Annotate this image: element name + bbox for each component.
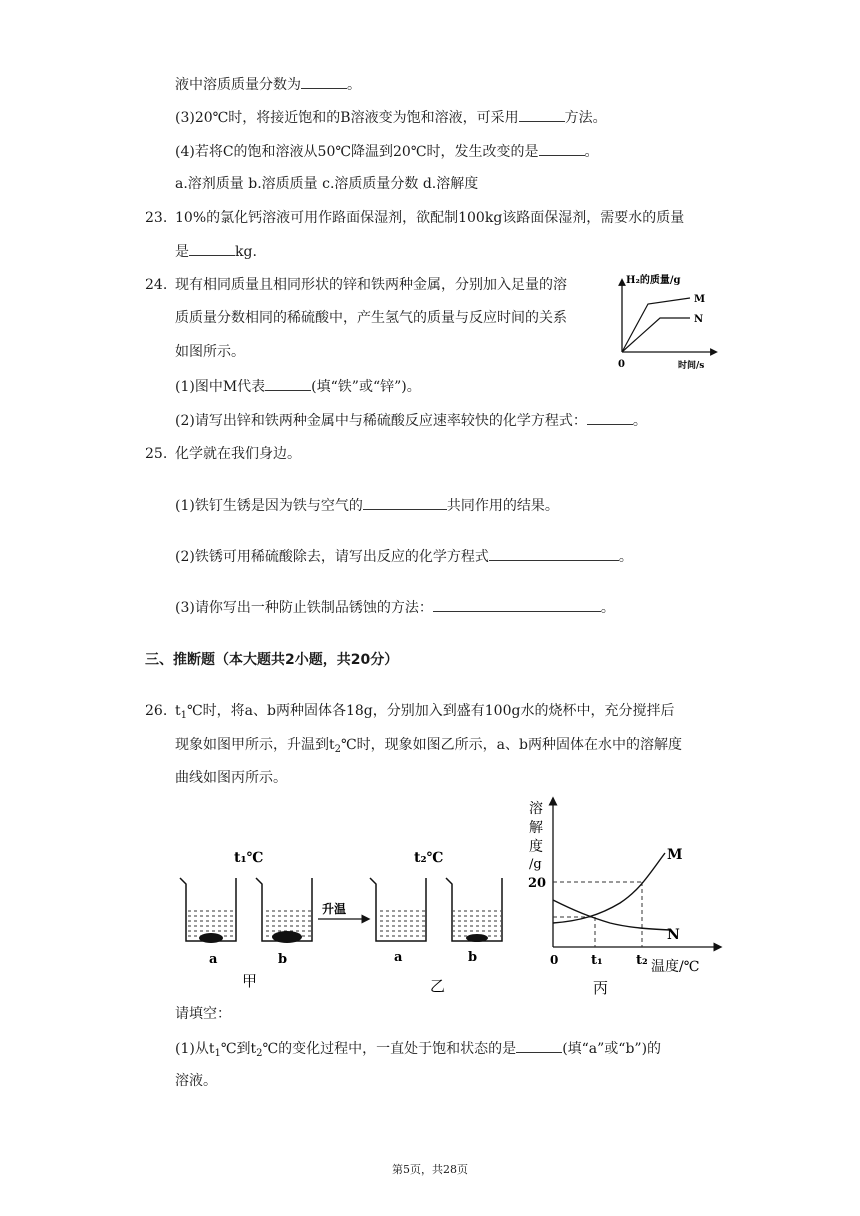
curve-m (553, 853, 665, 923)
page-footer: 第5页，共28页 (392, 1163, 468, 1176)
q23-line1: 10%的氯化钙溶液可用作路面保湿剂，欲配制100kg该路面保湿剂，需要水的质量 (175, 210, 685, 226)
curve-label-m: M (667, 847, 683, 863)
graph-xlabel: 温度/℃ (651, 959, 700, 975)
series-line-n (622, 318, 690, 352)
q22-part4: (4)若将C的饱和溶液从50℃降温到20℃时，发生改变的是 。 (175, 141, 599, 162)
answer-blank[interactable] (189, 241, 235, 256)
graph-xtick-t2: t₂ (636, 953, 648, 968)
beaker-yi-a (370, 878, 426, 941)
heating-arrow-label: 升温 (322, 902, 347, 916)
caption-bing: 丙 (593, 979, 609, 997)
q24-part1: (1)图中M代表 (填“铁”或“锌”)。 (175, 376, 421, 397)
caption-yi: 乙 (430, 977, 446, 995)
beaker-label-b: b (468, 950, 478, 965)
q25-part2: (2)铁锈可用稀硫酸除去，请写出反应的化学方程式 。 (175, 546, 633, 567)
q26-number: 26. (145, 703, 168, 719)
graph-xtick-t1: t₁ (591, 953, 603, 968)
q22-options: a.溶剂质量 b.溶质质量 c.溶质质量分数 d.溶解度 (175, 176, 479, 192)
answer-blank[interactable] (539, 141, 585, 156)
answer-blank[interactable] (433, 597, 601, 612)
q24-line1: 现有相同质量且相同形状的锌和铁两种金属，分别加入足量的溶 (175, 277, 567, 293)
graph-ylabel-2: 解 (529, 820, 543, 836)
q26-part1-line2: 溶液。 (175, 1073, 217, 1089)
q22-part3: (3)20℃时，将接近饱和的B溶液变为饱和溶液，可采用 方法。 (175, 107, 607, 128)
answer-blank[interactable] (519, 107, 565, 122)
q26-line3: 曲线如图丙所示。 (175, 770, 287, 786)
answer-blank[interactable] (489, 546, 619, 561)
q24-line2: 质质量分数相同的稀硫酸中，产生氢气的质量与反应时间的关系 (175, 310, 567, 326)
graph-xlabel: 时间/s (678, 361, 705, 371)
answer-blank[interactable] (265, 376, 311, 391)
graph-ylabel: H₂的质量/g (626, 275, 681, 286)
solubility-graph (528, 800, 718, 975)
q25-line1: 化学就在我们身边。 (175, 446, 301, 462)
q24-part2: (2)请写出锌和铁两种金属中与稀硫酸反应速率较快的化学方程式： 。 (175, 410, 647, 431)
answer-blank[interactable] (301, 74, 347, 89)
q24-line3: 如图所示。 (175, 344, 245, 360)
q24-hydrogen-graph (610, 266, 720, 372)
graph-ytick-20: 20 (528, 876, 547, 891)
q22-line0: 液中溶质质量分数为 。 (175, 74, 361, 95)
temp-label-t1: t₁℃ (234, 850, 264, 866)
beaker-jia-b (256, 878, 312, 943)
q26-line1: $t_1℃$时，将a、b两种固体各18g，分别加入到盛有100g水的烧杯中，充分搅拌后 (175, 703, 675, 721)
temp-label-t2: t₂℃ (414, 850, 444, 866)
curve-n (553, 900, 670, 930)
beaker-jia-a (180, 878, 236, 943)
q26-line2: 现象如图甲所示，升温到$t_2℃$时，现象如图乙所示，a、b两种固体在水中的溶解度 (175, 737, 682, 755)
caption-jia: 甲 (242, 972, 258, 990)
series-line-m (622, 298, 690, 352)
q26-fill-prompt: 请填空： (175, 1006, 231, 1022)
graph-ylabel-4: /g (529, 857, 542, 872)
q23-line2: 是 kg. (175, 241, 257, 262)
answer-blank[interactable] (363, 495, 447, 510)
q23-number: 23. (145, 210, 168, 226)
curve-label-n: N (667, 927, 680, 943)
series-label-n: N (694, 314, 704, 325)
series-label-m: M (694, 294, 706, 305)
q24-number: 24. (145, 277, 168, 293)
beaker-yi-b (446, 878, 502, 942)
section-title: 三、推断题（本大题共2小题，共20分） (145, 652, 399, 668)
q26-part1: (1)从$t_1℃$到$t_2℃$的变化过程中，一直处于饱和状态的是 (填“a”或“b”)的 (175, 1038, 661, 1064)
q25-number: 25. (145, 446, 168, 462)
q25-part3: (3)请你写出一种防止铁制品锈蚀的方法： 。 (175, 597, 615, 618)
graph-ylabel-3: 度 (529, 839, 543, 855)
graph-ylabel-1: 溶 (529, 801, 543, 817)
q25-part1: (1)铁钉生锈是因为铁与空气的 共同作用的结果。 (175, 495, 559, 516)
beaker-label-a: a (394, 950, 403, 965)
beaker-label-b: b (278, 952, 288, 967)
answer-blank[interactable] (587, 410, 633, 425)
graph-origin: 0 (550, 953, 559, 967)
q26-figure (170, 795, 730, 1000)
graph-origin: 0 (618, 359, 625, 370)
beaker-label-a: a (209, 952, 218, 967)
answer-blank[interactable] (516, 1038, 562, 1053)
